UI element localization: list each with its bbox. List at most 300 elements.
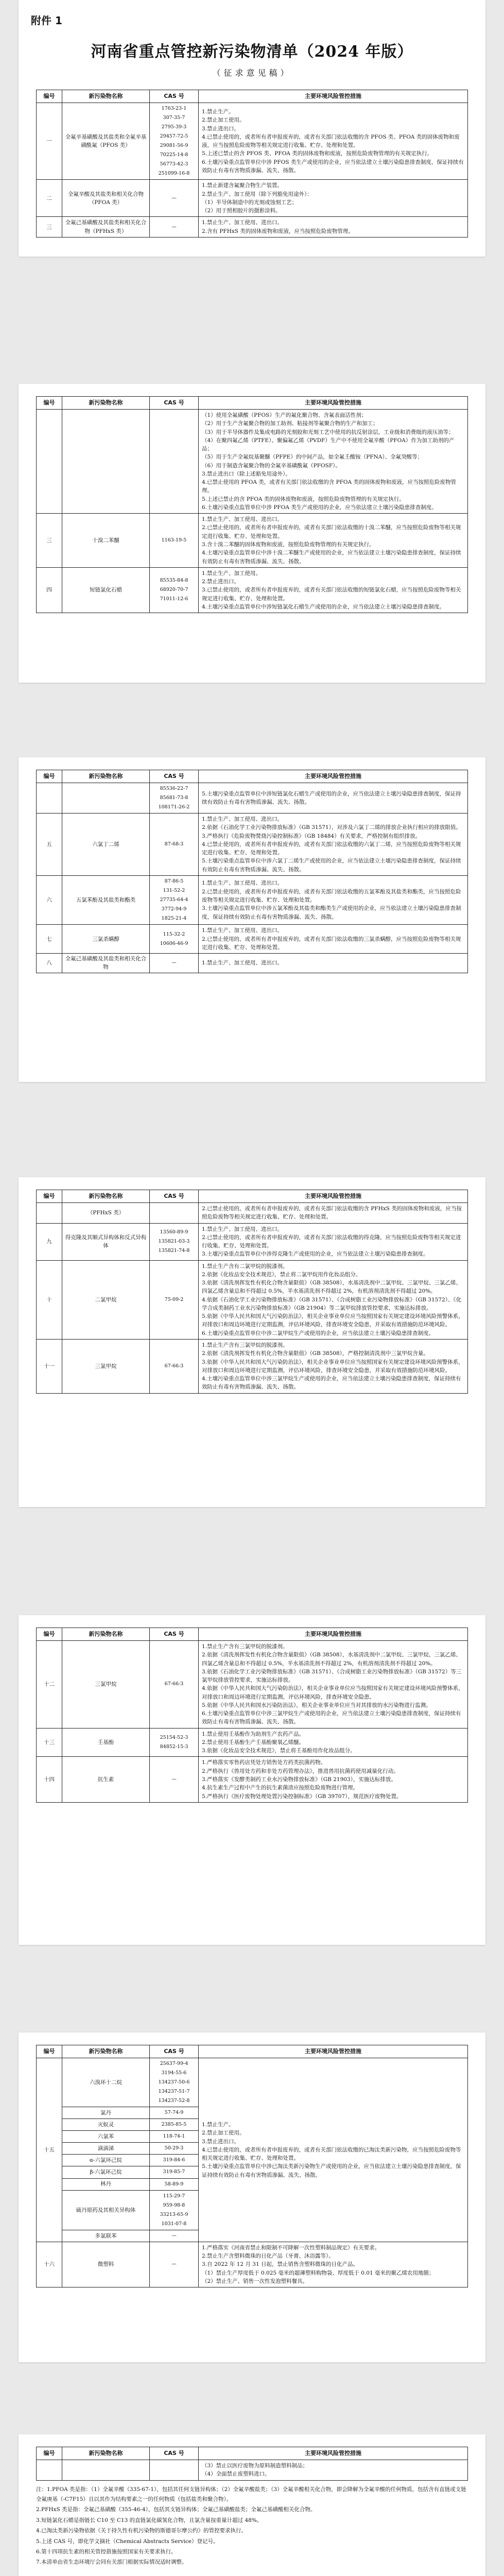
column-header: CAS 号 <box>150 1190 199 1203</box>
column-header: 主要环境风险管控措施 <box>199 2447 468 2460</box>
measure-item: （4）全面禁止废塑料进口。 <box>202 2471 270 2478</box>
table-row <box>37 1260 468 1339</box>
measure-item: 3.依据《中华人民共和国大气污染防治法》，相关企业事业单位应当按照国家有关规定建设环境风险预警体系，对排放口和周边环境进行定期监测，评估环境风险，排查环境安全隐患，并采取有效措施防范环境风险。 <box>202 1359 464 1374</box>
cas-number-cell <box>150 1728 199 1757</box>
cas-number: 3772-94-9 <box>161 906 187 912</box>
measure-item: 1.禁止使用壬基酚作为助剂生产农药产品。 <box>202 1731 305 1737</box>
measure-item: 4.依据《中华人民共和国大气污染防治法》，相关企业事业单位应当按照国家有关规定建设环境风险预警体系，对排放口和周边环境进行定期监测，评估环境风险，排查环境安全隐患。 <box>202 1685 464 1700</box>
table-row <box>37 2242 468 2287</box>
column-header: 编号 <box>37 2447 62 2460</box>
cas-number-cell <box>150 1339 199 1393</box>
cas-number: 33213-65-9 <box>160 2211 188 2217</box>
cas-number: — <box>171 960 177 966</box>
cas-number-cell <box>150 2107 199 2119</box>
measure-item: 4.土壤污染重点监管单位中涉三氯甲烷生产或使用的企业，应当依法建立土壤污染隐患排查制度，保证持续有效防止有毒有害物质渗漏、流失、扬散。 <box>202 1376 461 1391</box>
measure-item: 2.禁止进出口。 <box>202 579 240 585</box>
table-row <box>37 217 468 238</box>
cas-number-cell <box>150 2166 199 2178</box>
pollutant-table <box>36 396 468 613</box>
measure-item: 3.依据《清洗剂挥发性有机化合物含量限值》（GB 38508），水基清洗剂中二氯甲烷、三氯甲烷、三氯乙烯、四氯乙烯含量总和不得超过 0.5%，半水基清洗剂不得超过 2%，有机溶剂清洗剂不得超过 20%。 <box>202 1280 461 1295</box>
column-header: 编号 <box>37 397 62 410</box>
cas-number: 68920-70-7 <box>160 587 188 593</box>
cas-number: 135821-74-8 <box>158 1248 190 1254</box>
column-header: 编号 <box>37 1190 62 1203</box>
measure-item: 2.已禁止使用的，或者所有者申报废弃的，或者有关部门依法收缴的十溴二苯醚，应当按照危险废物等相关规定进行收集、贮存、处理和处置。 <box>202 524 461 539</box>
measure-item: 6.土壤污染重点监管单位中涉二氯甲烷生产或使用的企业，应当依法建立土壤污染隐患排查制度。 <box>202 1330 435 1336</box>
pollutant-name: 六溴环十二烷 <box>62 2058 150 2107</box>
cas-number-cell <box>150 2178 199 2190</box>
pollutant-name: α-六氯环己烷 <box>62 2155 150 2166</box>
column-header: CAS 号 <box>150 2045 199 2058</box>
column-header: 主要环境风险管控措施 <box>199 770 468 783</box>
control-measures <box>199 1260 468 1339</box>
table-row <box>37 514 468 568</box>
cas-number: 307-35-7 <box>163 115 185 121</box>
cas-number-cell <box>150 876 199 925</box>
column-header: 新污染物名称 <box>62 1190 150 1203</box>
row-number: 七 <box>37 925 62 954</box>
cas-number: 29457-72-5 <box>160 133 188 140</box>
table-row <box>37 814 468 876</box>
measure-item: （2）用于生产含氟聚合物的加工助剂、粘接剂等氟聚合物的生产和加工； <box>202 420 378 427</box>
measure-item: 2.禁止生产、加工使用（除下列豁免用途外）： <box>202 191 312 197</box>
measure-item: 3.含十溴二苯醚的固体废物和废液，按照危险废物管理的有关规定执行。 <box>202 541 375 548</box>
cas-number: 1763-23-1 <box>161 106 187 111</box>
cas-number: 85681-73-8 <box>160 795 188 801</box>
table-row <box>37 2460 468 2481</box>
measure-item: 3.严格落实《发酵类制药工业水污染物排放标准》（GB 21903），实施达标排放。 <box>202 1776 396 1783</box>
control-measures <box>199 410 468 514</box>
row-number <box>37 783 62 814</box>
control-measures <box>199 514 468 568</box>
table-row <box>37 1757 468 1802</box>
column-header: CAS 号 <box>150 1628 199 1641</box>
table-header-row <box>37 397 468 410</box>
measure-item: 3.自 2022 年 12 月 31 日起，禁止销售含塑料微珠的日化产品。 <box>202 2261 358 2268</box>
measure-item: 1.禁止生产含有二氯甲烷的脱漆剂。 <box>202 1263 288 1269</box>
measure-item: （1）禁止生产厚度低于 0.025 毫米的超薄塑料购物袋、厚度低于 0.01 毫米的聚乙烯农用地膜； <box>202 2269 435 2276</box>
measure-item: 3.严格执行《危险废物焚烧污染控制标准》（GB 18484）有关要求，严格控制有组织排放。 <box>202 833 421 839</box>
cas-number: 135821-03-3 <box>158 1239 190 1245</box>
table-row <box>37 1223 468 1260</box>
measure-item: 2.严格执行《兽用处方药和非处方药管理办法》，推进兽用抗菌药使用减量化行动。 <box>202 1768 399 1774</box>
control-measures <box>199 925 468 954</box>
measure-item: （2）用于照相胶片的摄影涂料。 <box>202 208 281 214</box>
note-item: 4.已淘汰类新污染物依据《关于持久性有机污染物的斯德哥尔摩公约》的管控要求执行。 <box>36 2528 247 2534</box>
measure-item: 5.依据《中华人民共和国水污染防治法》，相关企业事业单位应当对其排放的水污染物进行监测。 <box>202 1702 431 1708</box>
column-header: 主要环境风险管控措施 <box>199 1628 468 1641</box>
control-measures <box>199 954 468 973</box>
cas-number: 67-66-3 <box>164 1681 184 1687</box>
measure-item: （6）用于制造含氟聚合物的全氟辛基磺酰氟（PFOSF）。 <box>202 462 341 469</box>
row-number <box>37 2460 62 2481</box>
column-header: 编号 <box>37 770 62 783</box>
control-measures <box>199 783 468 814</box>
table-row <box>37 1203 468 1224</box>
measure-item: 1.禁止生产、加工使用。 <box>202 570 262 577</box>
measure-item: 6.土壤污染重点监管单位中涉三氯甲烷生产或使用的企业，应当依法建立土壤污染隐患排查制度，保证持续有效防止有毒有害物质渗漏、流失、扬散。 <box>202 1710 461 1725</box>
pollutant-name: 林丹 <box>62 2178 150 2190</box>
row-number: 四 <box>37 567 62 613</box>
row-number: 二 <box>37 180 62 217</box>
cas-number: 1163-19-5 <box>161 537 187 543</box>
cas-number: 56773-42-3 <box>160 161 188 167</box>
page-4 <box>19 1177 485 1507</box>
measure-item: 4.土壤污染重点监管单位中涉短链氯化石蜡生产或使用的企业，应当依法建立土壤污染隐患排查制度。 <box>202 603 445 610</box>
measure-item: 4.土壤污染重点监管单位中涉十溴二苯醚生产或使用的企业，应当依法建立土壤污染隐患排查制度，保证持续有效防止有毒有害物质渗漏、流失、扬散。 <box>202 550 461 565</box>
cas-number: — <box>171 2232 177 2239</box>
measure-item: （5）用于生产全氟烷基聚醚（PFPE）的中间产品，如全氟壬酸铵（PFNA）、全氟癸酸等； <box>202 454 423 461</box>
pollutant-name: 全氟辛基磺酸及其盐类和全氟辛基磺酰氟（PFOS 类） <box>62 103 150 180</box>
cas-number-cell <box>150 925 199 954</box>
control-measures <box>199 1203 468 1224</box>
table-row <box>37 2058 468 2107</box>
measure-item: 6.土壤污染重点监管单位中涉 PFOA 类生产或使用的企业，应当依法建立土壤污染隐患排查制度。 <box>202 504 437 511</box>
cas-number: 1825-21-4 <box>161 916 187 922</box>
measure-item: 1.禁止生产、加工使用、进出口。 <box>202 1226 283 1232</box>
measure-item: 2.依据《石油化学工业污染物排放标准》（GB 31571），对涉及六氯丁二烯的排放企业执行相应的排放限值。 <box>202 824 461 831</box>
measure-item: （4）在聚四氟乙烯（PTFE）、聚偏氟乙烯（PVDF）生产中不使用全氟辛酸（PFOA）作为加工助剂的产品； <box>202 437 455 452</box>
cas-number: 85535-84-8 <box>160 578 188 584</box>
note-item: 7.本清单由省生态环境厅会同有关部门根据实际情况适时调整。 <box>36 2559 187 2566</box>
row-number <box>37 410 62 514</box>
measure-item: 2.依据《清洗剂挥发性有机化合物含量限值》（GB 38508），严格控制清洗剂中三氯甲烷含量。 <box>202 1350 429 1357</box>
row-number <box>37 1203 62 1224</box>
table-row <box>37 954 468 973</box>
measure-item: 1.禁止生产。 <box>202 2121 234 2128</box>
cas-number: 108171-26-2 <box>158 804 190 810</box>
control-measures <box>199 876 468 925</box>
pollutant-name <box>62 783 150 814</box>
cas-number: 1031-07-8 <box>161 2221 187 2227</box>
measure-item: 2.禁止生产含塑料微珠的日化产品（牙膏、沐浴露等）。 <box>202 2253 334 2260</box>
measure-item: 4.已禁止使用的，或者所有者申报废弃的，或者有关部门依法收缴的含 PFOS 类、PFOA 类的固体废物和废液，应当按照危险废物等相关规定进行收集、贮存、处理和处置。 <box>202 133 460 149</box>
measure-item: 1.禁止生产。 <box>202 109 234 115</box>
measure-item: 5.土壤污染重点监管单位中涉短链氯化石蜡生产或使用的企业，应当依法建立土壤污染隐患排查制度，保证持续有效防止有毒有害物质渗漏、流失、扬散。 <box>202 790 461 806</box>
cas-number-cell <box>150 514 199 568</box>
measure-item: （3）禁止以医疗废物为原料制造塑料制品； <box>202 2463 308 2469</box>
table-row <box>37 1641 468 1728</box>
pollutant-name: 多氯联苯 <box>62 2230 150 2242</box>
measure-item: 4.已禁止使用的，或者所有者申报废弃的，或者有关部门依法收缴的六氯丁二烯，应当按照危险废物等相关规定进行收集、贮存、处理和处置。 <box>202 841 461 856</box>
cas-number-cell <box>150 567 199 613</box>
measure-item: （1）使用全氟磺酸（PFOS）生产的氟化聚合物、含氟表面活性剂； <box>202 412 367 418</box>
measure-item: 6.土壤污染重点监管单位中涉 PFOS 类生产或使用的企业，应当依法建立土壤污染隐患排查制度，保证持续有效防止有毒有害物质渗漏、流失、扬散。 <box>202 159 464 174</box>
pollutant-table <box>36 1190 468 1394</box>
table-row <box>37 876 468 925</box>
cas-number-cell <box>150 2119 199 2131</box>
pollutant-name <box>62 2460 150 2481</box>
pollutant-table <box>36 1628 468 1803</box>
cas-number: 118-74-1 <box>163 2133 185 2140</box>
measure-item: 4.已禁止使用的，或者所有者申报废弃的，或者有关部门依法收缴的已淘汰类新污染物，应当按照危险废物等相关规定进行收集、贮存、处理和处置。 <box>202 2146 461 2162</box>
cas-number: 25154-52-3 <box>160 1735 188 1740</box>
table-header-row <box>37 90 468 103</box>
notes-block <box>36 2481 468 2568</box>
column-header: 新污染物名称 <box>62 2045 150 2058</box>
cas-number-cell <box>150 783 199 814</box>
cas-number-cell <box>150 954 199 973</box>
pollutant-name: 三氯甲烷 <box>62 1641 150 1728</box>
pollutant-name: 滴滴涕 <box>62 2143 150 2155</box>
measure-item: 2.禁止使用壬基酚生产壬基酚聚氧乙烯醚。 <box>202 1739 305 1745</box>
pollutant-table <box>36 2045 468 2287</box>
measure-item: 3.土壤污染重点监管单位中涉得克隆生产或使用的企业，应当依法建立土壤污染隐患排查制度。 <box>202 1251 429 1258</box>
pollutant-name: 全氟己基磺酸及其盐类和相关化合物（PFHxS 类） <box>62 217 150 238</box>
measure-item: 2.禁止加工使用。 <box>202 2130 245 2137</box>
cas-number: 959-98-8 <box>163 2202 185 2208</box>
pollutant-name: 六氯丁二烯 <box>62 814 150 876</box>
cas-number-cell <box>150 2190 199 2230</box>
cas-number-cell <box>150 180 199 217</box>
measure-item: 3.土壤污染重点监管单位中涉五氯苯酚及其盐类和酯类生产或使用的企业，应当依法建立土壤污染隐患排查制度，保证持续有效防止有毒有害物质渗漏、流失、扬散。 <box>202 905 461 920</box>
page-5 <box>19 1615 485 1945</box>
measure-item: 3.禁止进出口（除上述豁免用途外）。 <box>202 470 291 477</box>
measure-item: 1.禁止生产、加工使用、进出口。 <box>202 219 283 226</box>
cas-number: 29081-56-9 <box>160 143 188 149</box>
pollutant-name: 全氟己基磺酸及其盐类和相关化合物 <box>62 954 150 973</box>
control-measures <box>199 814 468 876</box>
column-header: CAS 号 <box>150 2447 199 2460</box>
measure-item: 5.上述已禁止的含 PFOS 类、PFOA 类的固体废物和废液，按照危险废物管理的有关规定执行。 <box>202 150 433 157</box>
measure-item: （3）用于半导体器件及集成电路的光刻胶和光刻工艺中使用的抗反射涂层，工业级和消费级的液压油等； <box>202 429 454 435</box>
measure-item: 3.禁止进出口。 <box>202 2138 240 2145</box>
note-item: 6.第十四项抗生素的相关管控措施按照国家有关要求执行。 <box>36 2549 177 2555</box>
table-row <box>37 180 468 217</box>
control-measures <box>199 180 468 217</box>
page-1 <box>19 0 485 257</box>
cas-number: 70225-14-8 <box>160 152 188 158</box>
cas-number: 131-52-2 <box>163 888 185 894</box>
cas-number: 87-86-5 <box>164 878 184 884</box>
measure-item: （1）半导体制造中的光刻或蚀刻工艺； <box>202 199 298 206</box>
control-measures <box>199 217 468 238</box>
column-header: 编号 <box>37 90 62 103</box>
measure-item: 4.抗生素生产过程中产生的抗生素菌渣应按照危险废物进行管理。 <box>202 1785 359 1791</box>
row-number: 十一 <box>37 1339 62 1393</box>
control-measures <box>199 1339 468 1393</box>
measure-item: 3.依据《化妆品安全技术规范》，禁止将壬基酚用作化妆品组分。 <box>202 1748 356 1754</box>
pollutant-name: 抗生素 <box>62 1757 150 1802</box>
cas-number: 319-84-6 <box>163 2157 185 2163</box>
cas-number-cell <box>150 1260 199 1339</box>
row-number: 十四 <box>37 1757 62 1802</box>
pollutant-name: 三氯甲烷 <box>62 1339 150 1393</box>
table-row <box>37 1728 468 1757</box>
measure-item: 3.已禁止使用的，或者所有者申报废弃的，或者有关部门依法收缴的短链氯化石蜡，应当按照危险废物等相关规定进行收集、贮存、处理和处置。 <box>202 587 461 602</box>
pollutant-name: 全氟辛酸及其盐类和相关化合物（PFOA 类） <box>62 180 150 217</box>
measure-item: 1.禁止生产含有三氯甲烷的脱漆剂。 <box>202 1342 288 1348</box>
table-header-row <box>37 770 468 783</box>
cas-number: 2385-85-5 <box>161 2122 187 2128</box>
document-title: 河南省重点管控新污染物清单（2024 年版） <box>91 43 413 61</box>
note-item: 5.上述 CAS 号，即化学文摘社（Chemical Abstracts Service）登记号。 <box>36 2538 219 2545</box>
cas-number: 87-68-3 <box>164 841 184 848</box>
annex-label: 附件 1 <box>31 14 62 27</box>
note-item: 3.短链氯化石蜡是指链长 C10 至 C13 的直链氯化碳氢化合物，且氯含量按重量计超过 48%。 <box>36 2517 263 2523</box>
cas-number-cell <box>150 103 199 180</box>
table-header-row <box>37 2447 468 2460</box>
row-number: 十六 <box>37 2242 62 2287</box>
pollutant-name: 六氯苯 <box>62 2131 150 2143</box>
column-header: CAS 号 <box>150 770 199 783</box>
cas-number-cell <box>150 814 199 876</box>
cas-number: 115-32-2 <box>163 931 185 937</box>
measure-item: （2）禁止生产、销售一次性发泡塑料餐具。 <box>202 2278 308 2284</box>
measure-item: 1.禁止生产、加工使用、进出口。 <box>202 880 283 887</box>
table-row <box>37 410 468 514</box>
cas-number: 50-29-3 <box>164 2145 184 2151</box>
pollutant-name: 得克隆及其顺式异构体和反式异构体 <box>62 1223 150 1260</box>
cas-number-cell <box>150 1757 199 1802</box>
cas-number: 57-74-9 <box>164 2110 184 2116</box>
control-measures <box>199 1757 468 1802</box>
cas-number: 3194-55-6 <box>161 2070 187 2076</box>
column-header: 新污染物名称 <box>62 2447 150 2460</box>
cas-number-cell <box>150 1641 199 1728</box>
table-row <box>37 783 468 814</box>
measure-item: 2.已禁止使用的，或者所有者申报废弃的，或者有关部门依法收缴的得克隆，应当按照危险废物等相关规定进行收集、贮存、处理和处置。 <box>202 1234 461 1249</box>
cas-number: 319-85-7 <box>163 2169 185 2175</box>
measure-item: 1.禁止生产、加工使用、进出口。 <box>202 516 283 523</box>
row-number: 十 <box>37 1260 62 1339</box>
row-number: 五 <box>37 814 62 876</box>
measure-item: 2.已禁止使用的，或者所有者申报废弃的，或者有关部门依法收缴的三氯杀螨醇，应当按照危险废物等相关规定进行收集、贮存、处理和处置。 <box>202 936 461 951</box>
cas-number-cell <box>150 410 199 514</box>
cas-number-cell <box>150 2155 199 2166</box>
column-header: CAS 号 <box>150 90 199 103</box>
row-number: 三 <box>37 514 62 568</box>
cas-number: — <box>171 195 177 201</box>
cas-number: — <box>171 2261 177 2267</box>
cas-number: 134237-50-6 <box>158 2079 190 2086</box>
column-header: 编号 <box>37 1628 62 1641</box>
column-header: 主要环境风险管控措施 <box>199 397 468 410</box>
cas-number-cell <box>150 217 199 238</box>
pollutant-name: 三氯杀螨醇 <box>62 925 150 954</box>
measure-item: 1.禁止生产、加工使用、进出口。 <box>202 960 283 967</box>
control-measures <box>199 1223 468 1260</box>
row-number: 十五 <box>37 2058 62 2242</box>
pollutant-table <box>36 2447 468 2481</box>
control-measures <box>199 1641 468 1728</box>
pollutant-table <box>36 770 468 973</box>
measure-item: 2.含有 PFHxS 类的固体废物和废液，应当按照危险废物管理。 <box>202 228 354 234</box>
column-header: CAS 号 <box>150 397 199 410</box>
control-measures <box>199 1728 468 1757</box>
measure-item: 3.依据《石油化学工业污染物排放标准》（GB 31571）、《合成树脂工业污染物排放标准》（GB 31572）等三氯甲烷排放管控要求，实施达标排放。 <box>202 1668 462 1684</box>
control-measures <box>199 2242 468 2287</box>
measure-item: 1.严格落实《河南省禁止和限制不可降解一次性塑料制品规定》有关要求。 <box>202 2244 380 2251</box>
table-header-row <box>37 1190 468 1203</box>
table-row <box>37 925 468 954</box>
row-number: 九 <box>37 1223 62 1260</box>
pollutant-name: 二氯甲烷 <box>62 1260 150 1339</box>
cas-number: 134237-51-7 <box>158 2089 190 2095</box>
column-header: 新污染物名称 <box>62 770 150 783</box>
row-number: 三 <box>37 217 62 238</box>
measure-item: 1.禁止新建含氟聚合物生产装置。 <box>202 182 283 189</box>
measure-item: 5.严格执行《医疗废物处理处置污染控制标准》（GB 39707），规范医疗废物处置。 <box>202 1793 402 1800</box>
pollutant-name: 硫丹原药及其相关异构体 <box>62 2190 150 2230</box>
cas-number-cell <box>150 2460 199 2481</box>
measure-item: 2.依据《化妆品安全技术规范》，禁止将二氯甲烷用作化妆品组分。 <box>202 1271 361 1278</box>
pollutant-name: 氯丹 <box>62 2107 150 2119</box>
cas-number: 58-89-9 <box>164 2181 184 2187</box>
page-2 <box>19 384 485 683</box>
pollutant-name: 灭蚁灵 <box>62 2119 150 2131</box>
row-number: 一 <box>37 103 62 180</box>
measure-item: 1.禁止生产、加工使用、进出口。 <box>202 816 283 823</box>
control-measures <box>199 103 468 180</box>
measure-item: 5.上述已禁止的含 PFOA 类的固体废物和废液，按照危险废物管理的有关规定执行。 <box>202 496 405 502</box>
note-item: 2.PFHxS 类是指：全氟己基磺酸（355-46-4），包括其支链异构体；全氟己基磺酸盐类；全氟己基磺酸相关化合物。 <box>36 2506 316 2513</box>
cas-number: — <box>171 1776 177 1783</box>
pollutant-name: β-六氯环己烷 <box>62 2166 150 2178</box>
table-row <box>37 1339 468 1393</box>
cas-number: 71011-12-6 <box>160 596 188 602</box>
document-subtitle: （征求意见稿） <box>212 68 292 78</box>
pollutant-name: 五氯苯酚及其盐类和酯类 <box>62 876 150 925</box>
measure-item: 4.已禁止使用的 PFOA 类，或者有关部门依法收缴的含 PFOA 类的固体废物和废液，应当按照危险废物管理。 <box>202 479 456 494</box>
column-header: 主要环境风险管控措施 <box>199 90 468 103</box>
table-header-row <box>37 1628 468 1641</box>
control-measures <box>199 2058 468 2242</box>
table-row <box>37 103 468 180</box>
row-number: 六 <box>37 876 62 925</box>
cas-number: 75-09-2 <box>164 1296 184 1302</box>
measure-item: 5.土壤污染重点监管单位中涉六氯丁二烯生产或使用的企业，应当依法建立土壤污染隐患排查制度，保证持续有效防止有毒有害物质渗漏、流失、扬散。 <box>202 858 461 873</box>
measure-item: 2.已禁止使用的，或者所有者申报废弃的，或者有关部门依法收缴的五氯苯酚及其盐类和酯类，应当按照危险废物等相关规定进行收集、贮存、处理和处置。 <box>202 888 461 903</box>
measure-item: 4.依据《石油化学工业污染物排放标准》（GB 31571）、《合成树脂工业污染物排放标准》（GB 31572）、《化学合成类制药工业水污染物排放标准》（GB 21904）等二氯甲烷排放管控要求，实施达标排放。 <box>202 1296 462 1311</box>
cas-number: 2795-39-3 <box>161 124 187 130</box>
column-header: 主要环境风险管控措施 <box>199 2045 468 2058</box>
measure-item: 1.严格落实零售药店凭处方销售处方药类抗菌药物。 <box>202 1759 326 1766</box>
cas-number: 85536-22-7 <box>160 786 188 791</box>
pollutant-name: 十溴二苯醚 <box>62 514 150 568</box>
cas-number: 67-66-3 <box>164 1363 184 1369</box>
control-measures <box>199 567 468 613</box>
pollutant-name: （PFHxS 类） <box>62 1203 150 1224</box>
pollutant-name: 壬基酚 <box>62 1728 150 1757</box>
column-header: 新污染物名称 <box>62 1628 150 1641</box>
column-header: 新污染物名称 <box>62 397 150 410</box>
cas-number: 13560-89-9 <box>160 1229 188 1235</box>
note-item: 注：1.PFOA 类是指：（1）全氟辛酸（335-67-1），包括其任何支链异构体；（2）全氟辛酸盐类；（3）全氟辛酸相关化合物，即会降解为全氟辛酸的任何物质，包括含有直链或支链全氟庚基（-C7F15）且以其作为结构要素之一的任何物质（包括盐类和聚合物）。 <box>36 2486 466 2502</box>
measure-item: 1.禁止生产、加工使用、进出口。 <box>202 927 283 934</box>
cas-number: 251099-16-8 <box>158 171 190 177</box>
measure-item: 5.依据《中华人民共和国大气污染防治法》，相关企业事业单位应当按照国家有关规定建设环境风险预警体系，对排放口和周边环境进行定期监测，评估环境风险，排查环境安全隐患，并采取有效措施防范环境风险。 <box>202 1313 464 1328</box>
column-header: 主要环境风险管控措施 <box>199 1190 468 1203</box>
cas-number-cell <box>150 2242 199 2287</box>
page-7 <box>19 2434 485 2576</box>
cas-number-cell <box>150 2131 199 2143</box>
cas-number-cell <box>150 2230 199 2242</box>
cas-number-cell <box>150 1203 199 1224</box>
table-row <box>37 567 468 613</box>
cas-number: 25637-99-4 <box>160 2061 188 2066</box>
measure-item: 1.禁止生产含有三氯甲烷的脱漆剂。 <box>202 1643 288 1650</box>
cas-number: 10606-46-9 <box>160 940 188 946</box>
measure-item: 2.已禁止使用的，或者所有者申报废弃的，或者有关部门依法收缴的含 PFHxS 类的固体废物和废液，应当按照危险废物等相关规定进行收集、贮存、处理和处置。 <box>202 1206 462 1221</box>
cas-number-cell <box>150 2143 199 2155</box>
pollutant-name <box>62 410 150 514</box>
pollutant-table <box>36 90 468 238</box>
page-6 <box>19 2032 485 2362</box>
measure-item: 5.土壤污染重点监管单位中涉已淘汰类新污染物生产或使用的企业，应当依法建立土壤污染隐患排查制度，保证持续有效防止有毒有害物质渗漏、流失、扬散。 <box>202 2163 461 2178</box>
row-number: 八 <box>37 954 62 973</box>
measure-item: 2.禁止加工使用。 <box>202 117 245 124</box>
